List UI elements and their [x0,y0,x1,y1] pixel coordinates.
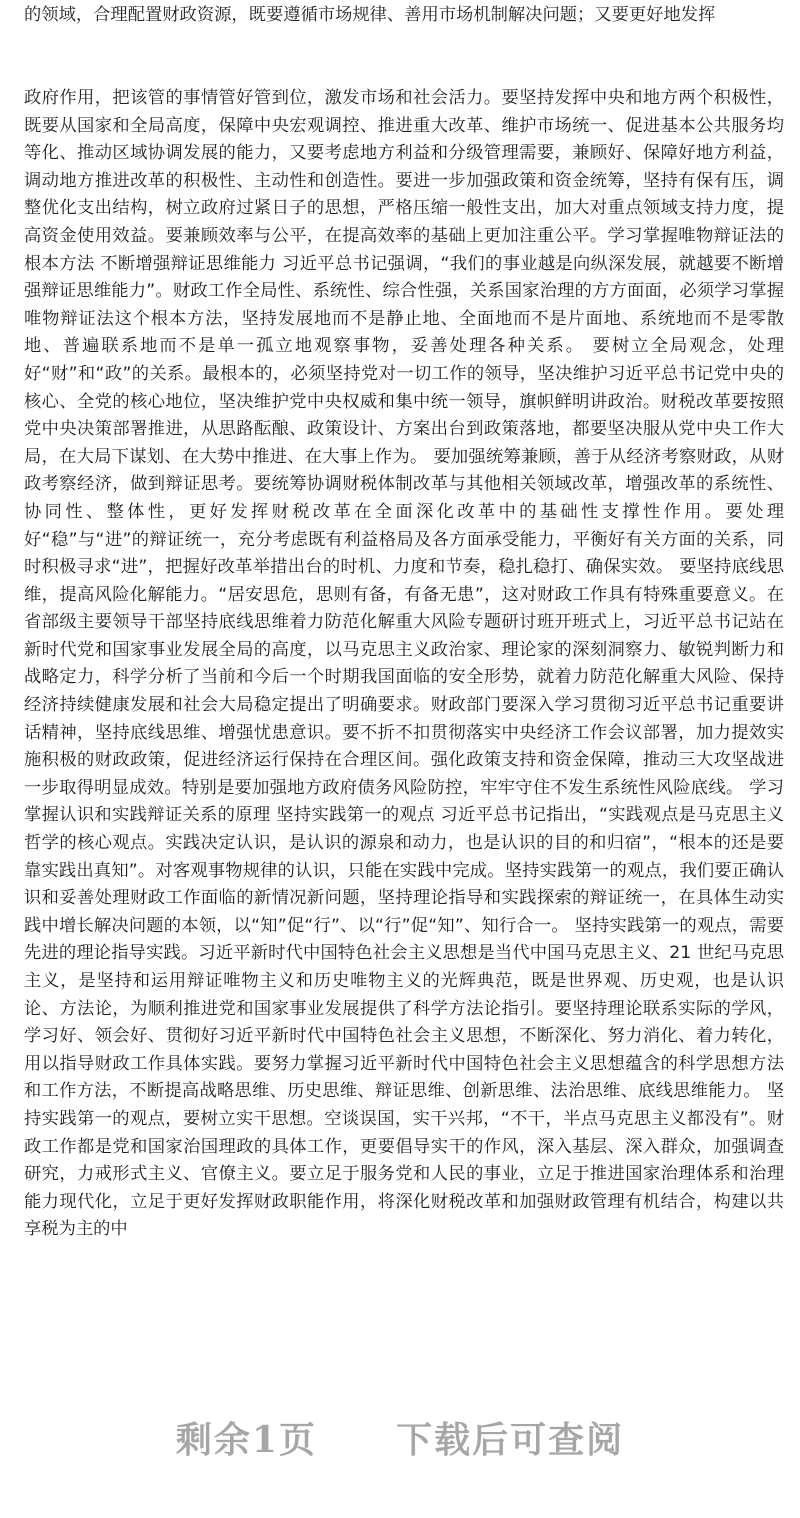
document-body-text: 政府作用，把该管的事情管好管到位，激发市场和社会活力。要坚持发挥中央和地方两个积极性，既要从国家和全局高度，保障中央宏观调控、推进重大改革、维护市场统一、促进基本公共服务均等化、推动区域协调发展的能力，又要考虑地方利益和分级管理需要，兼顾好、保障好地方利益，调动地方推进改革的积极性、主动性和创造性。要进一步加强政策和资金统筹，坚持有保有压，调整优化支出结构，树立政府过紧日子的思想，严格压缩一般性支出，加大对重点领域支持力度，提高资金使用效益。要兼顾效率与公平，在提高效率的基础上更加注重公平。学习掌握唯物辩证法的根本方法 不断增强辩证思维能力 习近平总书记强调，“我们的事业越是向纵深发展，就越要不断增强辩证思维能力”。财政工作全局性、系统性、综合性强，关系国家治理的方方面面，必须学习掌握唯物辩证法这个根本方法，坚持发展地而不是静止地、全面地而不是片面地、系统地而不是零散地、普遍联系地而不是单一孤立地观察事物，妥善处理各种关系。 要树立全局观念，处理好“财”和“政”的关系。最根本的，必须坚持党对一切工作的领导，坚决维护习近平总书记党中央的核心、全党的核心地位，坚决维护党中央权威和集中统一领导，旗帜鲜明讲政治。财税改革要按照党中央决策部署推进，从思路酝酿、政策设计、方案出台到政策落地，都要坚决服从党中央工作大局，在大局下谋划、在大势中推进、在大事上作为。 要加强统筹兼顾，善于从经济考察财政，从财政考察经济，做到辩证思考。要统筹协调财税体制改革与其他相关领域改革，增强改革的系统性、协同性、整体性，更好发挥财税改革在全面深化改革中的基础性支撑性作用。要处理好“稳”与“进”的辩证统一，充分考虑既有利益格局及各方面承受能力，平衡好有关方面的关系，同时积极寻求“进”，把握好改革举措出台的时机、力度和节奏，稳扎稳打、确保实效。 要坚持底线思维，提高风险化解能力。“居安思危，思则有备，有备无患”，这对财政工作具有特殊重要意义。在省部级主要领导干部坚持底线思维着力防范化解重大风险专题研讨班开班式上，习近平总书记站在新时代党和国家事业发展全局的高度，以马克思主义政治家、理论家的深刻洞察力、敏锐判断力和战略定力，科学分析了当前和今后一个时期我国面临的安全形势，就着力防范化解重大风险、保持经济持续健康发展和社会大局稳定提出了明确要求。财政部门要深入学习贯彻习近平总书记重要讲话精神，坚持底线思维、增强忧患意识。要不折不扣贯彻落实中央经济工作会议部署，加力提效实施积极的财政政策，促进经济运行保持在合理区间。强化政策支持和资金保障，推动三大攻坚战进一步取得明显成效。特别是要加强地方政府债务风险防控，牢牢守住不发生系统性风险底线。 学习掌握认识和实践辩证关系的原理 坚持实践第一的观点 习近平总书记指出，“实践观点是马克思主义哲学的核心观点。实践决定认识，是认识的源泉和动力，也是认识的目的和归宿”，“根本的还是要靠实践出真知”。对客观事物规律的认识，只能在实践中完成。坚持实践第一的观点，我们要正确认识和妥善处理财政工作面临的新情况新问题，坚持理论指导和实践探索的辩证统一，在具体生动实践中增长解决问题的本领，以“知”促“行”、以“行”促“知”、知行合一。 坚持实践第一的观点，需要先进的理论指导实践。习近平新时代中国特色社会主义思想是当代中国马克思主义、21 世纪马克思主义，是坚持和运用辩证唯物主义和历史唯物主义的光辉典范，既是世界观、历史观，也是认识论、方法论，为顺利推进党和国家事业发展提供了科学方法论指引。要坚持理论联系实际的学风，学习好、领会好、贯彻好习近平新时代中国特色社会主义思想，不断深化、努力消化、着力转化，用以指导财政工作具体实践。要努力掌握习近平新时代中国特色社会主义思想蕴含的科学思想方法和工作方法，不断提高战略思维、历史思维、辩证思维、创新思维、法治思维、底线思维能力。 坚持实践第一的观点，要树立实干思想。空谈误国，实干兴邦，“不干，半点马克思主义都没有”。财政工作都是党和国家治国理政的具体工作，更要倡导实干的作风，深入基层、深入群众，加强调查研究，力戒形式主义、官僚主义。要立足于服务党和人民的事业，立足于推进国家治理体系和治理能力现代化，立足于更好发挥财政职能作用，将深化财税改革和加强财政管理有机结合，构建以共享税为主的中 [24,88,784,1240]
download-hint-label: 下载后可查阅 [396,1419,625,1461]
download-prompt-banner[interactable] [0,1416,800,1464]
remaining-pages-label: 剩余1页 [175,1419,317,1461]
top-text-line: 的领域，合理配置财政资源，既要遵循市场规律、善用市场机制解决问题；又要更好地发挥 [24,5,716,25]
